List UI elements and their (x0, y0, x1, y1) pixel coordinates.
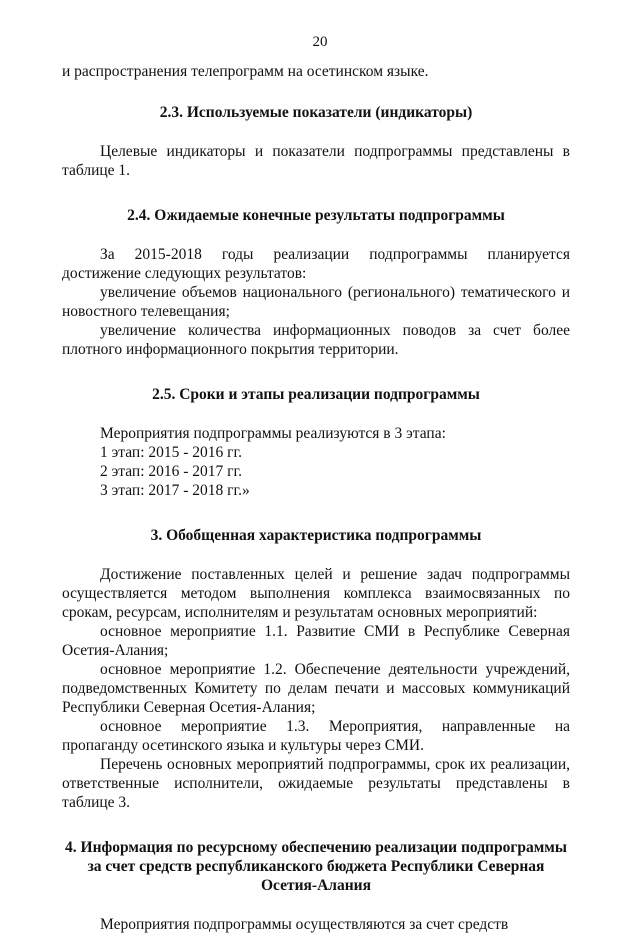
section-2-4-paragraph-2: увеличение объемов национального (регионального) тематического и новостного телевещания; (62, 284, 570, 320)
section-4-paragraph: Мероприятия подпрограммы осуществляются за счет средств (100, 916, 509, 933)
stage-2-line: 2 этап: 2016 - 2017 гг. (100, 463, 243, 480)
lead-line: и распространения телепрограмм на осетинском языке. (62, 63, 429, 80)
section-3-heading: 3. Обобщенная характеристика подпрограммы (150, 527, 482, 544)
section-2-5-heading: 2.5. Сроки и этапы реализации подпрограммы (152, 386, 480, 403)
section-2-3-heading: 2.3. Используемые показатели (индикаторы) (159, 104, 473, 121)
section-2-5-paragraph: Мероприятия подпрограммы реализуются в 3 этапа: (100, 425, 446, 442)
section-2-4-heading: 2.4. Ожидаемые конечные результаты подпрограммы (127, 207, 505, 224)
section-3-paragraph-3: основное мероприятие 1.2. Обеспечение деятельности учреждений, подведомственных Комитету по делам печати и массовых коммуникаций Республики Северная Осетия-Алания; (62, 661, 570, 716)
stage-3-line: 3 этап: 2017 - 2018 гг.» (100, 482, 250, 499)
document-body (62, 62, 570, 934)
section-2-4-paragraph-3: увеличение количества информационных поводов за счет более плотного информационного покрытия территории. (62, 322, 570, 358)
section-4-heading: 4. Информация по ресурсному обеспечению реализации подпрограммы за счет средств республиканского бюджета Республики Северная Осетия-Алания (65, 839, 567, 894)
section-3-paragraph-1: Достижение поставленных целей и решение задач подпрограммы осуществляется методом выполнения комплекса взаимосвязанных по срокам, ресурсам, исполнителям и результатам основных мероприятий: (62, 566, 570, 621)
section-3-paragraph-5: Перечень основных мероприятий подпрограммы, срок их реализации, ответственные исполнители, ожидаемые результаты представлены в таблице 3. (62, 756, 570, 811)
section-2-4-paragraph-1: За 2015-2018 годы реализации подпрограммы планируется достижение следующих результатов: (62, 246, 570, 282)
section-3-paragraph-4: основное мероприятие 1.3. Мероприятия, направленные на пропаганду осетинского языка и культуры через СМИ. (62, 718, 570, 754)
section-3-paragraph-2: основное мероприятие 1.1. Развитие СМИ в Республике Северная Осетия-Алания; (62, 623, 570, 659)
page-number: 20 (312, 34, 328, 50)
section-2-3-paragraph: Целевые индикаторы и показатели подпрограммы представлены в таблице 1. (62, 143, 570, 179)
stage-1-line: 1 этап: 2015 - 2016 гг. (100, 444, 243, 461)
